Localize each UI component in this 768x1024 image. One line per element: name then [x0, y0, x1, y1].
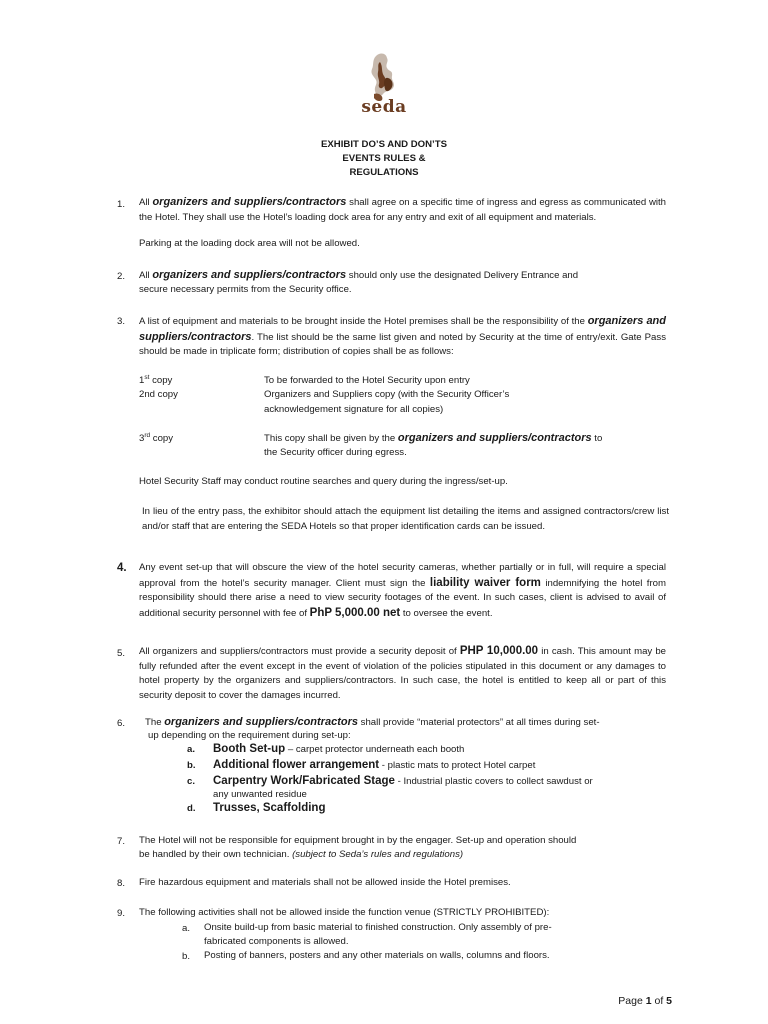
item-6a-letter: a.: [187, 744, 196, 755]
item-4-fee: PhP 5,000.00 net: [309, 606, 401, 619]
item-6b-letter: b.: [187, 760, 196, 771]
item-9a-line-1: Onsite build-up from basic material to finished construction. Only assembly of pre-: [204, 922, 552, 933]
item-3-post: . The list should be the same list given and noted by Security at the time of entry/exit. Gate Pass should be made in triplicate form; distribution of copies shall be as follows:: [139, 331, 666, 358]
item-6d-text: [213, 801, 653, 817]
item-1-text: [139, 195, 666, 225]
item-3-emphasis: organizers and suppliers/contractors: [139, 315, 666, 343]
title-line-3: REGULATIONS: [349, 167, 419, 178]
item-2-line-2: secure necessary permits from the Security office.: [139, 284, 352, 295]
entry-pass-note: In lieu of the entry pass, the exhibitor should attach the equipment list detailing the items and assigned contractors/crew list and/or staff that are entering the SEDA Hotels so that proper identification cards can be issued.: [142, 506, 669, 532]
item-6-emphasis: organizers and suppliers/contractors: [164, 716, 358, 728]
copy-2-text-1: Organizers and Suppliers copy (with the Security Officer’s: [264, 389, 510, 400]
item-6c-letter: c.: [187, 776, 196, 787]
item-6d-letter: d.: [187, 803, 196, 814]
copy-2-label: 2nd copy: [139, 389, 178, 400]
copy-1-word: copy: [149, 375, 173, 386]
copy-1-sup: st: [144, 373, 150, 381]
item-6b-desc: - plastic mats to protect Hotel carpet: [379, 760, 536, 771]
copy-1-label: [139, 374, 172, 389]
item-1-post: shall agree on a specific time of ingress and egress as communicated with the Hotel. They shall use the Hotel’s loading dock area for any entry and exit of all equipment and materials.: [139, 197, 667, 223]
logo-wordmark: seda: [361, 97, 407, 117]
copy-3-post: to: [591, 433, 603, 444]
copy-2-text-2: acknowledgement signature for all copies): [264, 404, 444, 415]
item-6a-title: Booth Set-up: [213, 743, 286, 755]
item-1-emphasis: organizers and suppliers/contractors: [152, 196, 347, 208]
item-3-text: [139, 314, 666, 360]
item-6c-desc: - Industrial plastic covers to collect sawdust or: [394, 776, 593, 787]
title-line-1: EXHIBIT DO’S AND DON’TS: [321, 139, 447, 150]
copy-3-word: copy: [150, 433, 174, 444]
item-6c-title: Carpentry Work/Fabricated Stage: [213, 775, 395, 787]
item-7-line-1: The Hotel will not be responsible for equipment brought in by the engager. Set-up and operation should: [139, 835, 577, 846]
footer-page-total: 5: [666, 995, 672, 1007]
security-searches-note: Hotel Security Staff may conduct routine searches and query during the ingress/set-up.: [139, 476, 508, 487]
item-2-pre: All: [139, 270, 153, 281]
item-6d-title: Trusses, Scaffolding: [213, 802, 326, 814]
item-2-text: [139, 268, 666, 284]
item-6c-line-2: any unwanted residue: [213, 789, 307, 800]
item-3-number: 3.: [117, 316, 126, 327]
item-5-number: 5.: [117, 648, 126, 659]
copy-3-text: [264, 431, 602, 447]
item-6-pre: The: [145, 717, 165, 728]
item-4-number: 4.: [117, 562, 127, 574]
seda-logo: [356, 50, 412, 126]
item-4-post: to oversee the event.: [400, 607, 493, 619]
item-9-number: 9.: [117, 908, 126, 919]
title-line-2: EVENTS RULES &: [342, 153, 426, 164]
copy-3-pre: This copy shall be given by the: [264, 433, 398, 444]
item-7-subject-note: (subject to Seda’s rules and regulations): [292, 849, 464, 860]
item-2-emphasis: organizers and suppliers/contractors: [152, 269, 347, 281]
item-7-line-2: [139, 848, 666, 863]
item-9b-text: Posting of banners, posters and any other materials on walls, columns and floors.: [204, 950, 550, 961]
item-6a-desc: – carpet protector underneath each booth: [285, 744, 465, 755]
item-4-text: [139, 561, 666, 621]
item-2-number: 2.: [117, 271, 126, 282]
item-6b-text: [213, 758, 653, 774]
item-9a-letter: a.: [182, 923, 191, 934]
copy-3-line-2: the Security officer during egress.: [264, 447, 407, 458]
item-8-text: Fire hazardous equipment and materials shall not be allowed inside the Hotel premises.: [139, 877, 511, 888]
item-7-number: 7.: [117, 836, 126, 847]
item-4-waiver: liability waiver form: [429, 576, 541, 589]
item-5-post: in cash. This amount may be fully refunded after the event except in the event of violation of the policies stipulated in this document or any damages to hotel property by the organizers and suppliers/contractors. In such case, the hotel is entitled to keep all or part of this security deposit to cover the damages incurred.: [139, 646, 666, 701]
copy-3-emphasis: organizers and suppliers/contractors: [397, 432, 592, 444]
item-2-post: should only use the designated Delivery Entrance and: [346, 270, 579, 281]
copy-1-num: 1: [139, 375, 145, 386]
item-1-number: 1.: [117, 199, 126, 210]
item-6a-text: [213, 742, 653, 758]
item-4-mid: indemnifying the hotel from responsibility should there arise a need to view security footages of the event. In such cases, client is advised to avail of additional security personnel with fee of: [139, 577, 666, 619]
item-7-line-2-text: be handled by their own technician.: [139, 849, 293, 860]
item-6b-title: Additional flower arrangement: [213, 759, 380, 771]
item-6-post: shall provide “material protectors” at all times during set-: [357, 717, 600, 728]
item-4-pre: Any event set-up that will obscure the view of the hotel security cameras, whether partially or in full, will require a special approval from the hotel’s security manager. Client must sign the: [139, 562, 666, 589]
item-5-text: [139, 644, 666, 703]
item-5-deposit: PHP 10,000.00: [459, 645, 539, 657]
item-5-pre: All organizers and suppliers/contractors must provide a security deposit of: [139, 646, 460, 657]
footer-of-word: of: [651, 995, 667, 1007]
item-6-number: 6.: [117, 718, 126, 729]
copy-3-num: 3: [139, 433, 145, 444]
footer-page-word: Page: [618, 995, 646, 1007]
footer-page-num: 1: [645, 995, 652, 1007]
copy-3-label: [139, 432, 173, 447]
copy-3-sup: rd: [144, 431, 151, 439]
item-8-number: 8.: [117, 878, 126, 889]
item-9b-letter: b.: [182, 951, 191, 962]
item-9-text: The following activities shall not be allowed inside the function venue (STRICTLY PROHIBITED):: [139, 907, 550, 918]
item-1-pre: All: [139, 197, 153, 208]
copy-1-text: To be forwarded to the Hotel Security upon entry: [264, 375, 470, 386]
item-6-line-2: up depending on the requirement during set-up:: [148, 730, 351, 741]
page-number-footer: [0, 994, 672, 1009]
item-1-note: Parking at the loading dock area will not be allowed.: [139, 238, 360, 249]
item-3-pre: A list of equipment and materials to be brought inside the Hotel premises shall be the responsibility of the: [139, 316, 588, 327]
item-9a-line-2: fabricated components is allowed.: [204, 936, 349, 947]
